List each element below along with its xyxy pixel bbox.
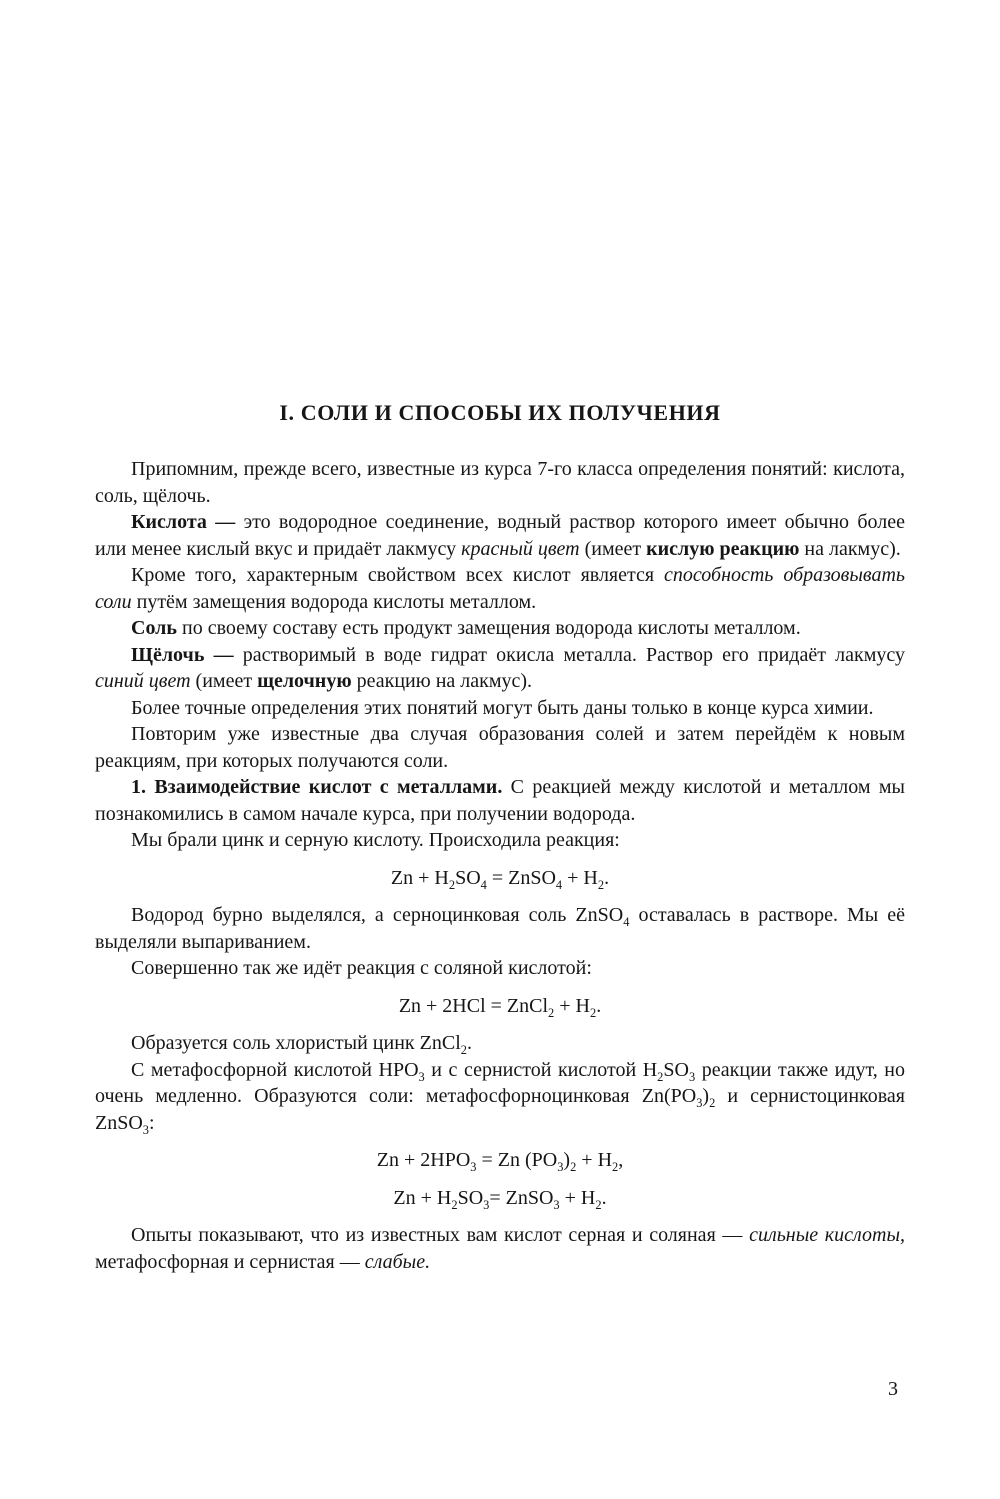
paragraph bbox=[95, 902, 905, 955]
paragraph bbox=[95, 827, 905, 854]
text-segment: Водород бурно выделялся, а серноцинковая соль ZnSO bbox=[131, 904, 624, 926]
text-segment: и сернистоцинковая ZnSO bbox=[95, 1085, 905, 1134]
text-segment: путём замещения водорода кислоты металлом. bbox=[131, 590, 537, 613]
text-segment: Zn + 2HCl = ZnCl bbox=[398, 994, 549, 1017]
text-segment: Более точные определения этих понятий могут быть даны только в конце курса химии. bbox=[131, 696, 874, 719]
text-segment: , bbox=[618, 1149, 624, 1171]
text-segment: + H bbox=[562, 866, 598, 889]
page-content bbox=[95, 456, 905, 1275]
text-segment: слабые. bbox=[364, 1250, 431, 1273]
text-segment: это водородное соединение, водный раствор которого имеет обычно более или менее кислый вкус и придаёт лакмусу bbox=[95, 511, 905, 560]
text-segment: сильные кислоты, bbox=[749, 1224, 905, 1246]
equation bbox=[95, 865, 905, 892]
text-segment: Соль bbox=[131, 617, 177, 639]
paragraph bbox=[95, 509, 905, 562]
text-segment: 3 bbox=[688, 1069, 696, 1084]
text-segment: = ZnSO bbox=[489, 1186, 554, 1209]
text-segment: 2 bbox=[709, 1096, 716, 1110]
text-segment: синий цвет bbox=[95, 670, 191, 692]
text-segment: = ZnSO bbox=[486, 866, 556, 889]
text-segment: 2 bbox=[597, 877, 605, 892]
text-segment: С реакцией между кислотой и металлом мы познакомились в самом начале курса, при получении водорода. bbox=[95, 776, 905, 825]
text-segment: 3 bbox=[696, 1096, 703, 1110]
text-segment: Совершенно так же идёт реакция с соляной кислотой: bbox=[131, 957, 592, 979]
paragraph bbox=[95, 615, 905, 642]
text-segment: + H bbox=[554, 994, 590, 1017]
text-segment: 4 bbox=[555, 877, 563, 892]
text-segment: 3 bbox=[483, 1197, 490, 1212]
text-segment: С метафосфорной кислотой HPO bbox=[131, 1058, 419, 1081]
page-number: 3 bbox=[888, 1378, 898, 1400]
text-segment: SO bbox=[455, 866, 481, 889]
text-segment: реакции также идут, но очень медленно. Образуются соли: метафосфорноцинковая Zn(PO bbox=[95, 1058, 905, 1107]
text-segment: Опыты показывают, что из известных вам кислот серная и соляная — bbox=[131, 1224, 750, 1246]
equation bbox=[95, 993, 905, 1020]
equation bbox=[95, 1147, 905, 1174]
text-segment: реакцию на лакмус). bbox=[351, 670, 533, 692]
text-segment: Щёлочь — bbox=[131, 643, 243, 666]
paragraph bbox=[95, 642, 905, 695]
text-segment: на лакмус). bbox=[799, 537, 901, 560]
paragraph bbox=[95, 562, 905, 615]
text-segment: = Zn (PO bbox=[476, 1149, 558, 1171]
text-segment: . bbox=[466, 1032, 472, 1054]
text-segment: растворимый в воде гидрат окисла металла. Раствор его придаёт лакмусу bbox=[242, 643, 905, 666]
text-segment: Мы брали цинк и серную кислоту. Происходила реакция: bbox=[131, 829, 620, 851]
text-segment: ) bbox=[563, 1149, 571, 1171]
paragraph bbox=[95, 955, 905, 982]
text-segment: Кислота — bbox=[131, 511, 244, 533]
text-segment: 3 bbox=[418, 1069, 425, 1084]
text-segment: Zn + 2HPO bbox=[376, 1149, 471, 1171]
text-segment: Образуется соль хлористый цинк ZnCl bbox=[131, 1032, 461, 1054]
text-segment: красный цвет bbox=[461, 537, 580, 560]
text-segment: 2 bbox=[589, 1005, 597, 1020]
text-segment: щелочную bbox=[257, 670, 352, 692]
text-segment: 2 bbox=[460, 1043, 467, 1057]
text-segment: ) bbox=[702, 1085, 710, 1107]
text-segment: 2 bbox=[612, 1160, 619, 1174]
text-segment: 2 bbox=[657, 1069, 664, 1084]
text-segment: (имеет bbox=[190, 670, 258, 692]
paragraph bbox=[95, 721, 905, 774]
paragraph bbox=[95, 1222, 905, 1275]
text-segment: Припомним, прежде всего, известные из курса 7-го класса определения понятий: кислота, соль, щёлочь. bbox=[95, 458, 905, 507]
text-segment: 2 bbox=[548, 1005, 555, 1020]
text-segment: оставалась в растворе. Мы её выделяли выпариванием. bbox=[95, 904, 906, 953]
paragraph bbox=[95, 1057, 905, 1137]
text-segment: . bbox=[604, 866, 610, 889]
text-segment: 4 bbox=[623, 915, 630, 929]
text-segment: Повторим уже известные два случая образования солей и затем перейдём к новым реакциям, при которых получаются соли. bbox=[95, 723, 905, 772]
text-segment: (имеет bbox=[579, 537, 647, 560]
text-segment: : bbox=[149, 1111, 155, 1134]
text-segment: 2 bbox=[570, 1160, 577, 1174]
text-segment: и с сернистой кислотой H bbox=[424, 1058, 658, 1081]
text-segment: 4 bbox=[480, 877, 487, 892]
text-segment: способность образовывать соли bbox=[95, 564, 905, 613]
text-segment: SO bbox=[663, 1058, 689, 1081]
text-segment: 3 bbox=[553, 1197, 560, 1212]
paragraph bbox=[95, 456, 905, 509]
text-segment: Кроме того, характерным свойством всех кислот является bbox=[131, 564, 665, 586]
text-segment: кислую реакцию bbox=[646, 537, 800, 560]
text-segment: метафосфорная и сернистая — bbox=[95, 1250, 365, 1273]
text-segment: Zn + H bbox=[393, 1186, 452, 1209]
text-segment: по своему составу есть продукт замещения водорода кислоты металлом. bbox=[176, 617, 801, 639]
text-segment: 3 bbox=[470, 1160, 477, 1174]
text-segment: . bbox=[601, 1186, 607, 1209]
text-segment: 3 bbox=[557, 1160, 564, 1174]
text-segment: 2 bbox=[595, 1197, 602, 1212]
page-title: I. СОЛИ И СПОСОБЫ ИХ ПОЛУЧЕНИЯ bbox=[279, 400, 721, 425]
paragraph bbox=[95, 695, 905, 722]
paragraph bbox=[95, 774, 905, 827]
text-segment: 1. Взаимодействие кислот с металлами. bbox=[131, 776, 503, 798]
text-segment: + H bbox=[576, 1149, 613, 1171]
text-segment: + H bbox=[559, 1186, 596, 1209]
text-segment: 3 bbox=[142, 1122, 149, 1137]
paragraph bbox=[95, 1030, 905, 1057]
text-segment: . bbox=[596, 994, 602, 1017]
text-segment: Zn + H bbox=[390, 866, 449, 889]
text-segment: 2 bbox=[448, 877, 456, 892]
text-segment: SO bbox=[457, 1186, 484, 1209]
text-segment: 2 bbox=[451, 1197, 458, 1212]
equation bbox=[95, 1185, 905, 1212]
